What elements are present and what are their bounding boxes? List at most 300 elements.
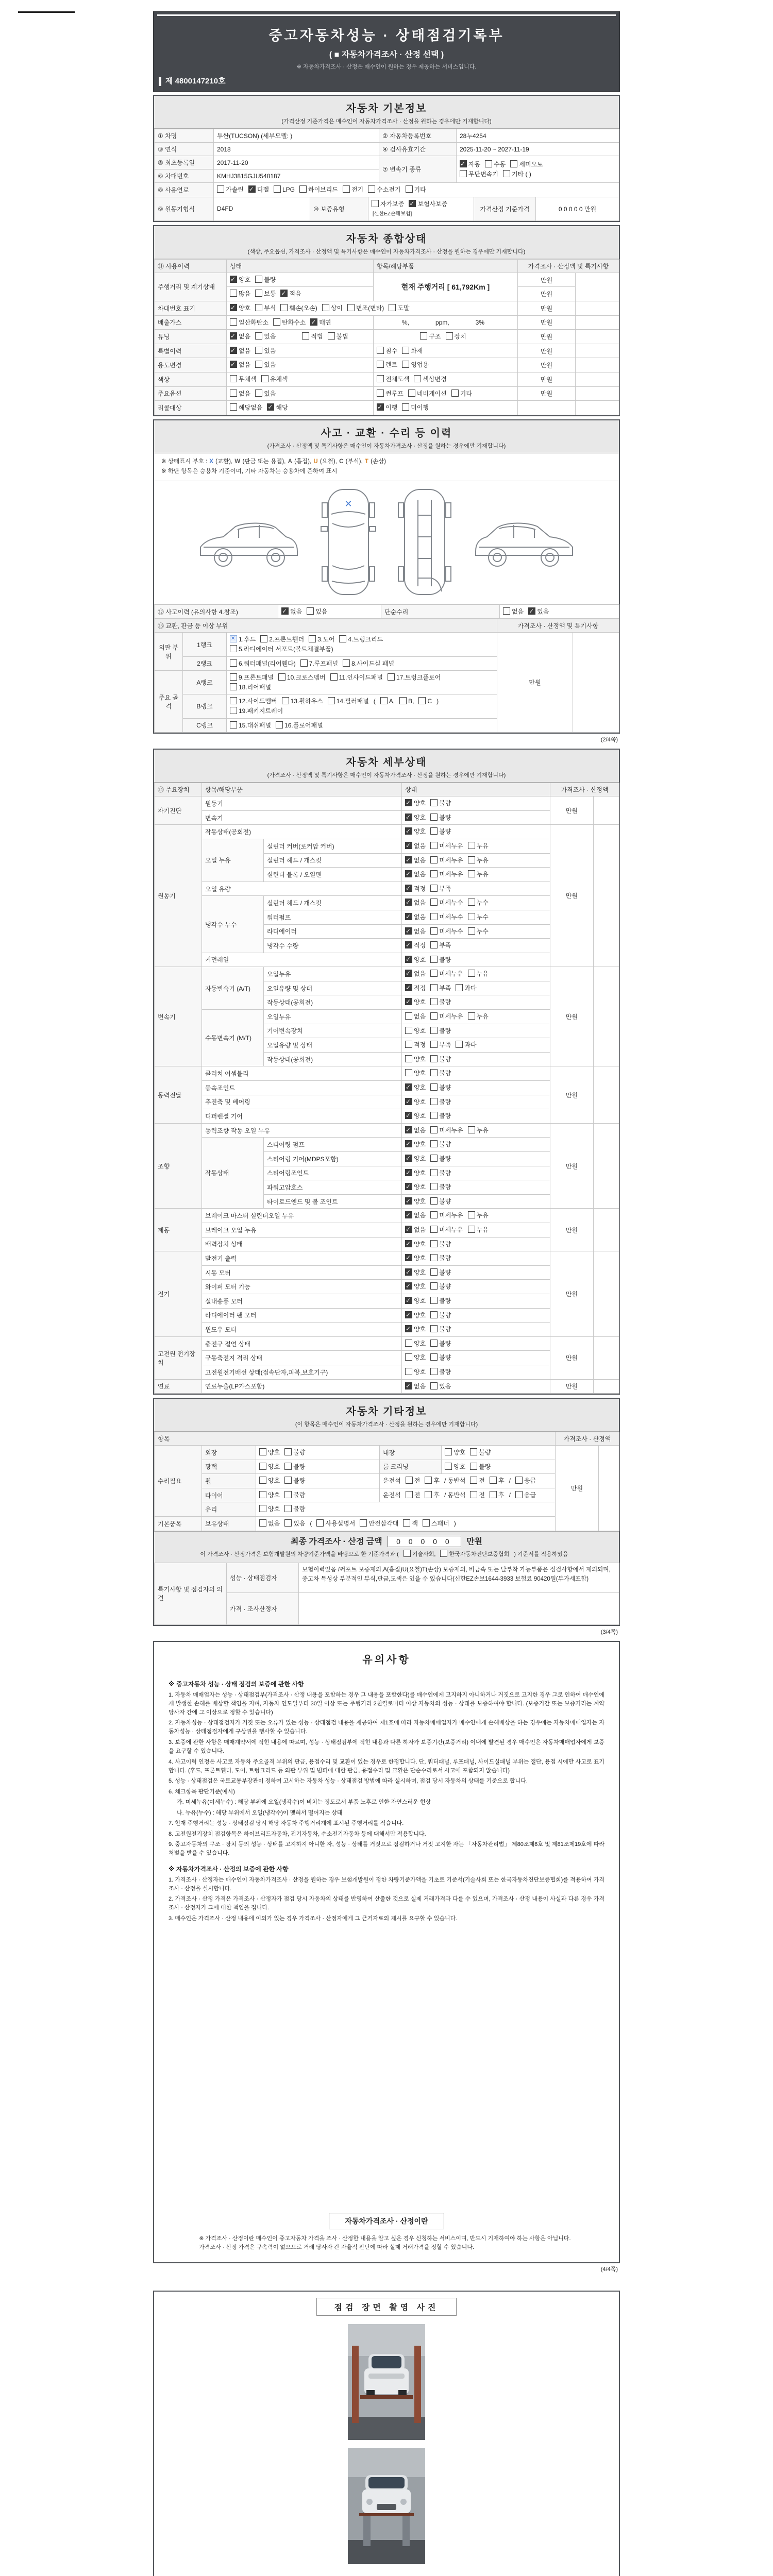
- checkbox-option-색상변경: [414, 375, 446, 384]
- checkbox-option-6.쿼터패널(리어휀다): [230, 659, 296, 669]
- checkbox-option-보통: [255, 289, 276, 299]
- accident-history-row-mount: [154, 604, 619, 619]
- unchecked-checkbox-icon: [430, 1027, 438, 1034]
- token-line: [405, 1282, 547, 1292]
- checkbox-label: 구조: [429, 333, 441, 341]
- token-line: [405, 912, 547, 922]
- table-cell: [402, 1223, 550, 1237]
- token-line: [405, 1040, 547, 1050]
- table-cell: 오일누유: [264, 967, 402, 981]
- notice-subitem: 나. 누유(누수) : 해당 부위에서 오일(냉각수)이 맺혀서 떨어지는 상태: [177, 1809, 343, 1816]
- checkbox-option-양호: [405, 1140, 426, 1149]
- checked-checkbox-icon: [230, 276, 237, 283]
- checkbox-option-없음: [405, 927, 426, 937]
- token-line: [230, 635, 494, 645]
- checkbox-label: 누유: [476, 1013, 489, 1021]
- checkbox-label: 있음: [264, 361, 276, 369]
- unchecked-checkbox-icon: [420, 332, 427, 340]
- checkbox-option-양호: [445, 1462, 465, 1472]
- unchecked-checkbox-icon: [230, 290, 237, 297]
- table-cell: [402, 1052, 550, 1066]
- table-cell: 변속기: [202, 810, 402, 825]
- checkbox-label: 누수: [476, 913, 489, 921]
- token-line: [230, 389, 370, 399]
- group-transmission: 변속기: [155, 967, 202, 1066]
- unchecked-checkbox-icon: [430, 856, 438, 863]
- section-basic-title: 자동차 기본정보: [346, 103, 427, 114]
- inline-text: 이 가격조사 · 산정가격은 보험개발원의 차량기준가액을 바탕으로 한 기준가격과 (: [200, 1551, 399, 1557]
- checkbox-label: 불법: [336, 333, 348, 341]
- notice-body: [169, 1673, 604, 1925]
- final-price-digits: 0 0 0 0 0: [388, 1536, 461, 1547]
- unchecked-checkbox-icon: [430, 799, 438, 806]
- table-cell: 실린더 블록 / 오일팬: [264, 868, 402, 882]
- checkbox-label: 사용설명서: [325, 1520, 356, 1528]
- row-mileage: 주행거리 및 계기상태: [155, 273, 227, 301]
- checkbox-label: 부족: [439, 942, 451, 950]
- unchecked-checkbox-icon: [255, 304, 262, 311]
- token-line: [405, 827, 547, 837]
- checkbox-option-있음: [255, 360, 276, 370]
- checked-checkbox-icon: [405, 956, 412, 963]
- table-cell: [256, 1474, 380, 1488]
- table-cell: [402, 1280, 550, 1294]
- unchecked-checkbox-icon: [339, 635, 346, 642]
- checkbox-option-있음: [255, 332, 276, 342]
- checkbox-label: 양호: [414, 1368, 426, 1376]
- transmission-type-value: [457, 156, 619, 183]
- unchecked-checkbox-icon: [406, 1477, 413, 1484]
- checkbox-label: 없음: [414, 1212, 426, 1219]
- notice-section: [153, 1641, 620, 2263]
- unchecked-checkbox-icon: [425, 1477, 432, 1484]
- checkbox-option-불량: [430, 1339, 451, 1349]
- table-cell: 스티어링 기어(MDPS포함): [264, 1152, 402, 1166]
- final-price-line: [154, 1535, 619, 1547]
- table-cell: [402, 981, 550, 995]
- table-cell: [594, 825, 619, 967]
- checkbox-option-누유: [468, 1225, 489, 1235]
- section-acc-note: (가격조사 · 산정액 및 특기사항은 매수인이 자동차가격조사 · 산정을 원하는 경우에만 기재합니다): [267, 443, 506, 449]
- token-line: [445, 1448, 552, 1458]
- table-cell: 스티어링조인트: [264, 1166, 402, 1180]
- table-cell: [573, 633, 619, 733]
- checkbox-label: 양호: [414, 1354, 426, 1362]
- checkbox-label: 없음: [268, 1520, 280, 1528]
- unchecked-checkbox-icon: [468, 899, 475, 906]
- token-line: [460, 160, 616, 170]
- checkbox-option-미세누유: [430, 841, 463, 851]
- checkbox-option-없음: [281, 607, 302, 617]
- checkbox-label: 있음: [293, 1520, 306, 1528]
- table-cell: 브레이크 오일 누유: [202, 1223, 402, 1237]
- unchecked-checkbox-icon: [503, 170, 510, 177]
- checkbox-option-미세누수: [430, 927, 463, 937]
- checkbox-label: 기타: [460, 389, 472, 397]
- checkbox-option-양호: [405, 1240, 426, 1249]
- token-line: [405, 1211, 547, 1221]
- checkbox-option-양호: [405, 1182, 426, 1192]
- checked-checkbox-icon: [405, 1311, 412, 1318]
- checked-checkbox-icon: [405, 899, 412, 906]
- checkbox-option-적법: [302, 332, 323, 342]
- checkbox-label: 미세누유: [439, 871, 463, 878]
- checkbox-label: 없음: [414, 1013, 426, 1021]
- unchecked-checkbox-icon: [255, 290, 262, 297]
- table-cell: 만원: [550, 1379, 594, 1394]
- checkbox-option-누유: [468, 1012, 489, 1022]
- checkbox-label: 누유: [476, 871, 489, 878]
- checkbox-label: 보통: [264, 290, 276, 298]
- table-cell: 시동 모터: [202, 1265, 402, 1280]
- checkbox-label: 과다: [464, 984, 477, 992]
- checkbox-label: 자가보증: [380, 200, 405, 208]
- checkbox-label: 전: [414, 1491, 421, 1499]
- unchecked-checkbox-icon: [328, 697, 335, 704]
- checked-checkbox-icon: [409, 200, 416, 207]
- token-line: [405, 1325, 547, 1334]
- unchecked-checkbox-icon: [406, 1491, 413, 1498]
- inspection-record-document: [153, 11, 620, 2576]
- unchecked-checkbox-icon: [255, 389, 262, 397]
- panel-rank-table: [154, 619, 619, 733]
- document-number: 제 4800147210호: [159, 77, 614, 86]
- unchecked-checkbox-icon: [430, 899, 438, 906]
- table-cell: 작동상태(공회전): [264, 1052, 402, 1066]
- checked-checkbox-icon: [405, 842, 412, 849]
- checkbox-option-없음: [405, 1126, 426, 1136]
- damage-code-desc: (부식),: [344, 458, 364, 465]
- comprehensive-state-table-mount: [154, 259, 619, 415]
- token-line: [405, 1353, 547, 1363]
- inspection-photos-section: [153, 2291, 620, 2576]
- unchecked-checkbox-icon: [284, 1463, 292, 1470]
- unchecked-checkbox-icon: [259, 1491, 266, 1498]
- checkbox-option-하이브리드: [299, 185, 338, 195]
- checkbox-label: 후: [498, 1477, 505, 1485]
- checkbox-label: 불량: [293, 1505, 306, 1513]
- token-line: [259, 1519, 552, 1529]
- unchecked-checkbox-icon: [377, 361, 384, 368]
- section-comp-note: (색상, 주요옵션, 가격조사 · 산정액 및 특기사항은 매수인이 자동차가격조사 · 산정을 원하는 경우에만 기재합니다): [247, 248, 526, 255]
- col-state: 상태: [227, 259, 374, 273]
- unchecked-checkbox-icon: [405, 1340, 412, 1347]
- checkbox-label: 미세누유: [439, 842, 463, 850]
- unchecked-checkbox-icon: [230, 683, 237, 690]
- checkbox-option-누유: [468, 870, 489, 879]
- unchecked-checkbox-icon: [430, 913, 438, 920]
- col-price-notes: 가격조사 · 산정액 및 특기사항: [518, 259, 619, 273]
- checkbox-option-자가보증: [372, 199, 404, 209]
- table-cell: 발전기 출력: [202, 1251, 402, 1266]
- checkbox-label: 전: [479, 1477, 485, 1485]
- checked-checkbox-icon: [405, 1083, 412, 1091]
- etc-info-table-mount: [154, 1432, 619, 1531]
- table-cell: 워터펌프: [264, 910, 402, 924]
- checkbox-option-양호: [405, 813, 426, 823]
- token-line: [460, 170, 616, 179]
- checkbox-label: 불량: [439, 828, 451, 836]
- rankB-label: B랭크: [183, 694, 227, 718]
- table-cell: 만원: [550, 1251, 594, 1337]
- table-cell: 오일누유: [264, 1010, 402, 1024]
- checkbox-option-수동: [485, 160, 506, 170]
- unchecked-checkbox-icon: [255, 361, 262, 368]
- checkbox-label: 9.프론트패널: [239, 674, 274, 682]
- checkbox-label: 없음: [414, 842, 426, 850]
- table-cell: 기어변속장치: [264, 1024, 402, 1038]
- unchecked-checkbox-icon: [503, 607, 510, 615]
- unchecked-checkbox-icon: [430, 842, 438, 849]
- checkbox-option-불량: [430, 1055, 451, 1064]
- unchecked-checkbox-icon: [470, 1448, 477, 1455]
- unchecked-checkbox-icon: [230, 673, 237, 681]
- rankC-items: [227, 718, 497, 733]
- col-price: 가격조사 · 산정액: [550, 783, 619, 796]
- inline-text: (: [310, 1520, 312, 1528]
- table-cell: 만원: [518, 344, 576, 358]
- checkbox-label: 부족: [439, 984, 451, 992]
- unchecked-checkbox-icon: [470, 1463, 477, 1470]
- section-comprehensive-state: [153, 225, 620, 416]
- checkbox-option-양호: [405, 1026, 426, 1036]
- checkbox-option-있음: [255, 389, 276, 399]
- token-line: [405, 955, 547, 965]
- accident-history-value: [278, 604, 381, 619]
- checkbox-label: 전: [414, 1477, 421, 1485]
- unchecked-checkbox-icon: [468, 927, 475, 935]
- token-line: [405, 1168, 547, 1178]
- unchecked-checkbox-icon: [468, 970, 475, 977]
- inspector-opinion-text: 보험이력있음 /써포트 보증제외,A(흠집)U(요철)T(손상) 보증제외, 비금속 또는 탈부착 가능부품은 점검사항에서 제외되며, 중고차 특성상 부분적인 부식,판금,도색은 있을 수 있습니다(신한EZ손보1644-3933 보험료 90420원(부가세포함): [299, 1563, 619, 1592]
- checkbox-label: 양호: [414, 1255, 426, 1262]
- notice-item: 2. 가격조사 · 산정 가격은 가격조사 · 산정자가 점검 당시 자동차의 상태를 반영하여 산출한 것으로 실제 거래가격과 다를 수 있으며, 가격조사 · 산정 내용이 사실과 다른 경우 가격조사 · 산정자가 그에 대한 책임을 집니다.: [169, 1896, 604, 1911]
- unchecked-checkbox-icon: [430, 1112, 438, 1119]
- checkbox-option-무단변속기: [460, 170, 498, 179]
- section-etc-note: (이 항목은 매수인이 자동차가격조사 · 산정을 원하는 경우에만 기재합니다): [295, 1421, 478, 1428]
- unchecked-checkbox-icon: [405, 1055, 412, 1062]
- document-header: [153, 11, 620, 92]
- unchecked-checkbox-icon: [307, 607, 314, 615]
- checkbox-label: 적법: [311, 333, 323, 341]
- table-cell: 룸 크리닝: [380, 1460, 442, 1474]
- checkbox-label: 양호: [414, 1027, 426, 1035]
- group-fuel: 연료: [155, 1379, 202, 1394]
- checkbox-label: 탄화수소: [281, 318, 306, 326]
- checkbox-label: 불량: [439, 1169, 451, 1177]
- row-recall: 리콜대상: [155, 401, 227, 415]
- checkbox-option-양호: [405, 955, 426, 965]
- table-cell: 만원: [550, 967, 594, 1066]
- checkbox-label: 불량: [439, 1368, 451, 1376]
- table-cell: [256, 1446, 380, 1460]
- unchecked-checkbox-icon: [430, 827, 438, 835]
- token-line: [281, 607, 378, 617]
- unchecked-checkbox-icon: [230, 389, 237, 397]
- row-special-history: 특별이력: [155, 344, 227, 358]
- unchecked-checkbox-icon: [278, 673, 285, 681]
- checkbox-option-적정: [405, 984, 426, 993]
- table-cell: [402, 910, 550, 924]
- checkbox-option-불량: [430, 1069, 451, 1078]
- rankB-items: [227, 694, 497, 718]
- token-line: [405, 1268, 547, 1278]
- col-item-part: 항목/해당부품: [374, 259, 518, 273]
- table-cell: 라디에이터 팬 모터: [202, 1308, 402, 1323]
- fuel-type-value: [214, 183, 619, 197]
- checkbox-label: 수소전기: [377, 186, 401, 193]
- checked-checkbox-icon: [405, 827, 412, 835]
- checkbox-option-상이: [322, 303, 343, 313]
- token-line: [405, 1126, 547, 1136]
- checkbox-label: 12.사이드멤버: [239, 698, 277, 705]
- checkbox-label: 양호: [414, 1169, 426, 1177]
- unchecked-checkbox-icon: [515, 1491, 523, 1498]
- section-detail-title: 자동차 세부상태: [346, 757, 427, 769]
- page-marker-1: (2/4쪽): [600, 737, 618, 743]
- checkbox-option-8.사이드실 패널: [343, 659, 394, 669]
- token-line: [230, 318, 370, 328]
- checkbox-option-불량: [430, 1140, 451, 1149]
- opinion-table: [154, 1563, 619, 1625]
- checkbox-option-양호: [405, 1367, 426, 1377]
- checkbox-label: C: [427, 698, 432, 705]
- checkbox-option-해당: [267, 403, 288, 413]
- checkbox-option-없음: [405, 912, 426, 922]
- table-cell: 만원: [550, 1066, 594, 1123]
- group-high-voltage: 고전원 전기장치: [155, 1336, 202, 1379]
- checkbox-label: 17.트렁크플로어: [396, 674, 441, 682]
- table-cell: 타이어: [202, 1488, 256, 1502]
- checkbox-label: 미세누유: [439, 856, 463, 864]
- checked-checkbox-icon: [405, 1325, 412, 1332]
- legend-line-1: [161, 457, 612, 467]
- checkbox-label: 매연: [319, 318, 331, 326]
- checkbox-label: 없음: [414, 871, 426, 878]
- section-accident-history: [153, 419, 620, 734]
- token-line: [405, 799, 547, 808]
- checkbox-option-없음: [405, 898, 426, 908]
- checkbox-option-영업용: [402, 360, 429, 370]
- checked-checkbox-icon: [405, 1254, 412, 1261]
- checkbox-option-누수: [468, 898, 489, 908]
- token-line: [230, 673, 494, 683]
- checkbox-label: 누수: [476, 899, 489, 907]
- unchecked-checkbox-icon: [259, 1463, 266, 1470]
- section-etc-title: 자동차 기타정보: [346, 1406, 427, 1418]
- table-cell: 만원: [518, 315, 576, 330]
- checkbox-option-불량: [430, 1182, 451, 1192]
- checkbox-option-과다: [456, 984, 476, 993]
- checkbox-option-양호: [405, 1325, 426, 1334]
- table-cell: 커먼레일: [202, 953, 402, 967]
- unchecked-checkbox-icon: [430, 1382, 438, 1389]
- checkbox-option-기타: [451, 389, 472, 399]
- unchecked-checkbox-icon: [468, 913, 475, 920]
- checkbox-label: 없음: [414, 1126, 426, 1134]
- checkbox-label: 양호: [414, 1141, 426, 1148]
- checkbox-option-양호: [259, 1448, 280, 1458]
- checkbox-option-불량: [430, 1154, 451, 1164]
- unchecked-checkbox-icon: [451, 389, 459, 397]
- label-registration-number: ② 자동차등록번호: [379, 129, 457, 143]
- table-cell: 만원: [556, 1446, 599, 1531]
- checkbox-option-없음: [405, 1012, 426, 1022]
- unchecked-checkbox-icon: [343, 185, 350, 193]
- table-cell: [402, 825, 550, 839]
- checkbox-label: 불량: [439, 1311, 451, 1319]
- checked-checkbox-icon: [405, 799, 412, 806]
- car-side-view-right-diagram: [470, 508, 580, 576]
- checkbox-label: 가솔린: [226, 186, 244, 193]
- unchecked-checkbox-icon: [230, 721, 237, 728]
- token-line: [405, 1367, 547, 1377]
- token-line: [405, 1253, 547, 1263]
- label-price-appraiser: 가격 · 조사산정자: [227, 1592, 299, 1624]
- final-price-note: [154, 1550, 619, 1559]
- token-line: [405, 941, 547, 951]
- checkbox-label: 있음: [264, 333, 276, 341]
- unchecked-checkbox-icon: [430, 927, 438, 935]
- table-cell: [594, 796, 619, 825]
- checkbox-label: 없음: [414, 1226, 426, 1233]
- checkbox-label: 있음: [439, 1382, 451, 1390]
- checkbox-label: 없음: [414, 913, 426, 921]
- token-line: [230, 275, 370, 285]
- unchecked-checkbox-icon: [510, 160, 517, 167]
- checkbox-label: 양호: [414, 1155, 426, 1162]
- checkbox-option-양호: [405, 1296, 426, 1306]
- unchecked-checkbox-icon: [440, 1550, 447, 1557]
- checkbox-label: 무채색: [239, 375, 257, 383]
- section-detail-note: (가격조사 · 산정액 및 특기사항은 매수인이 자동차가격조사 · 산정을 원하는 경우에만 기재합니다): [267, 772, 506, 779]
- token-line: [154, 1550, 619, 1559]
- table-cell: [374, 358, 518, 372]
- unchecked-checkbox-icon: [404, 1550, 411, 1557]
- table-cell: [576, 330, 619, 344]
- unchecked-checkbox-icon: [460, 170, 467, 177]
- checkbox-label: 양호: [453, 1449, 466, 1456]
- table-cell: [402, 810, 550, 825]
- unchecked-checkbox-icon: [389, 304, 396, 311]
- checked-checkbox-icon: [405, 1268, 412, 1276]
- checkbox-label: 수동: [494, 160, 506, 168]
- damage-code-W: W: [234, 458, 241, 465]
- checkbox-option-불량: [430, 1168, 451, 1178]
- warranty-type-value: [368, 197, 474, 221]
- checkbox-option-전: [470, 1476, 485, 1486]
- unchecked-checkbox-icon: [402, 361, 409, 368]
- col-major-device: ⑭ 주요장치: [155, 783, 202, 796]
- label-base-price: 가격산정 기준가격: [474, 197, 536, 221]
- opinion-table-mount: [154, 1563, 619, 1625]
- label-transmission-type: ⑦ 변속기 종류: [379, 156, 457, 183]
- checkbox-label: 전: [479, 1491, 485, 1499]
- checked-checkbox-icon: [405, 1126, 412, 1133]
- checkbox-option-훼손(오손): [280, 303, 317, 313]
- simple-repair-value: [500, 604, 619, 619]
- table-cell: [402, 853, 550, 868]
- inline-text: (: [373, 698, 376, 705]
- checkbox-option-불량: [430, 1197, 451, 1207]
- unchecked-checkbox-icon: [405, 1368, 412, 1375]
- damage-code-A: A: [288, 458, 292, 465]
- table-cell: [227, 372, 374, 386]
- token-line: [230, 303, 514, 313]
- unchecked-checkbox-icon: [430, 885, 438, 892]
- checkbox-option-9.프론트패널: [230, 673, 274, 683]
- unchecked-checkbox-icon: [259, 1448, 266, 1455]
